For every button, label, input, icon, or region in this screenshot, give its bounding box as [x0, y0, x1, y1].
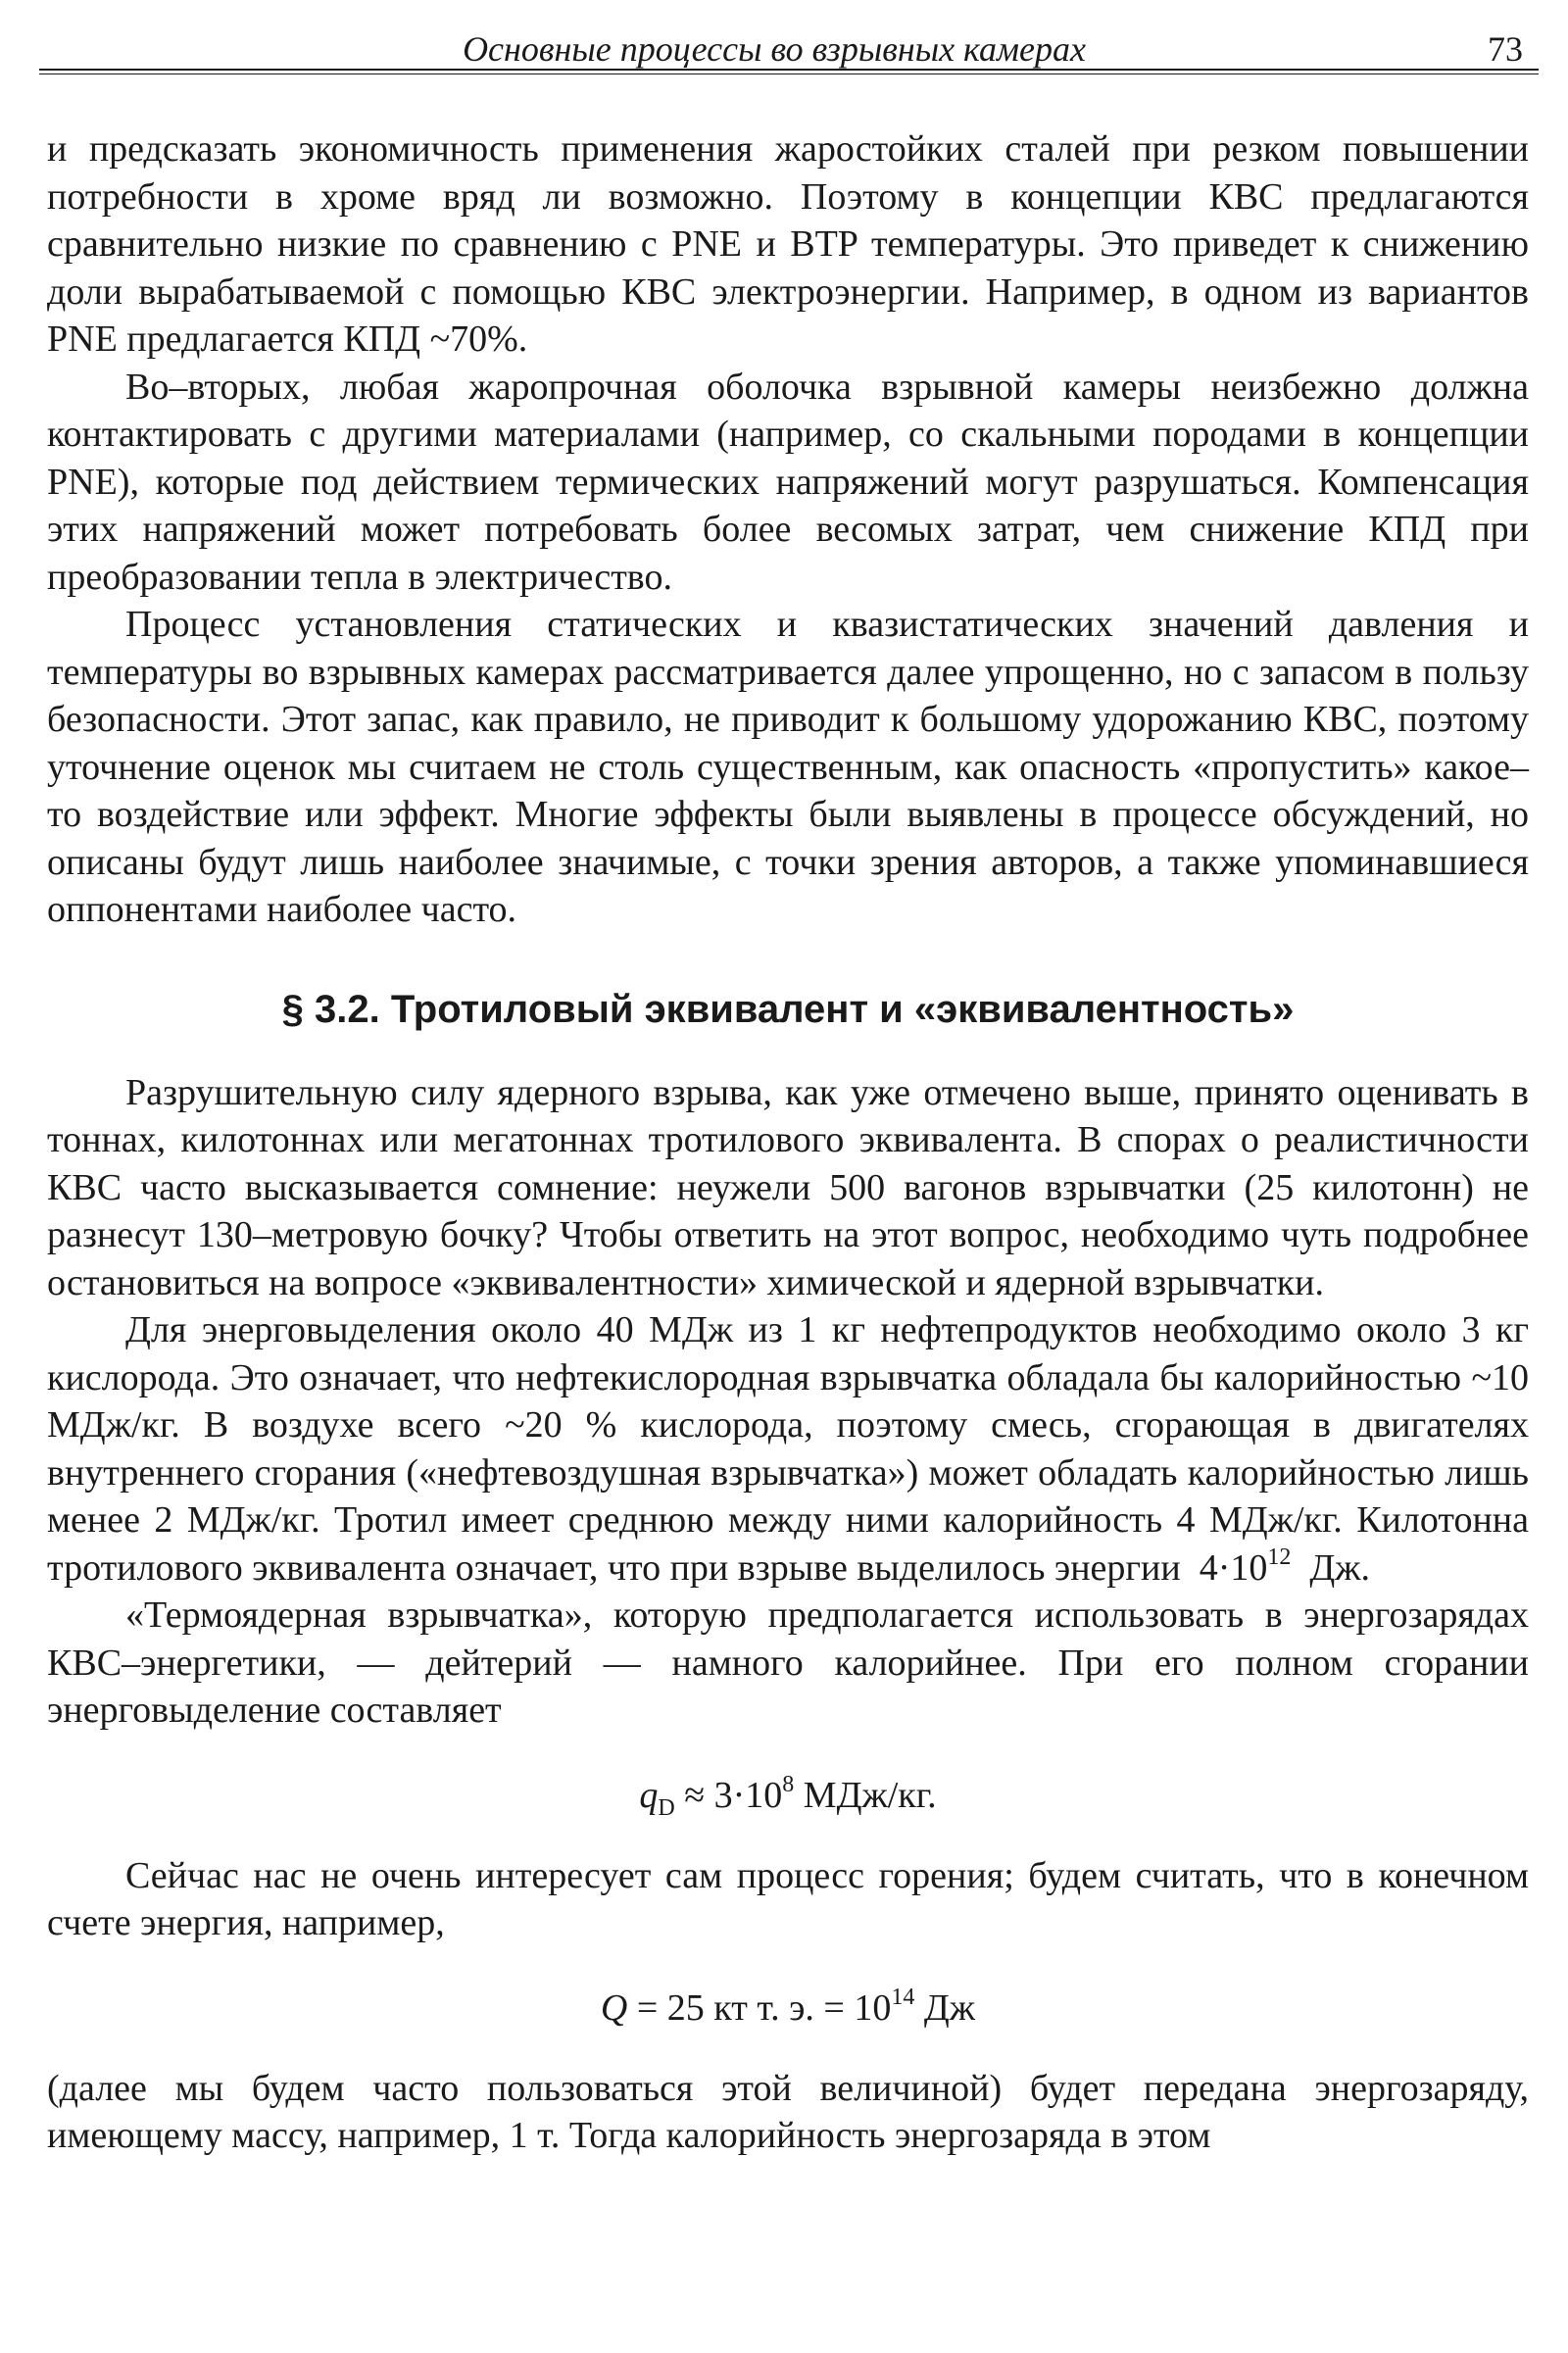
inline-formula-base: 4·10	[1199, 1546, 1268, 1589]
inline-formula	[1190, 1544, 1371, 1589]
formula-deuterium-energy	[47, 1772, 1529, 1819]
inline-formula-exponent: 12	[1267, 1544, 1292, 1570]
paragraph: и предсказать экономичность применения жаростойких сталей при резком повышении потребности в хроме вряд ли возможно. Поэтому в концепции КВС предлагаются сравнительно низкие по сравнению с PNE и BTP температуры. Это приведет к снижению доли вырабатываемой с помощью КВС электроэнергии. Например, в одном из вариантов PNE предлагается КПД ~70%.	[47, 128, 1529, 360]
inline-formula-unit: Дж.	[1309, 1546, 1371, 1589]
formula-variable: q	[639, 1774, 659, 1816]
running-title: Основные процессы во взрывных камерах	[463, 29, 1086, 69]
paragraph: Во–вторых, любая жаропрочная оболочка взрывной камеры неизбежно должна контактировать с другими материалами (например, со скальными породами в концепции PNE), которые под действием термических напряжений могут разрушаться. Компенсация этих напряжений может потребовать более весомых затрат, чем снижение КПД при преобразовании тепла в электричество.	[47, 366, 1529, 598]
formula-energy-q	[47, 1985, 1529, 2032]
formula-body: = 25 кт т. э. = 10	[627, 1986, 892, 2029]
paragraph: (далее мы будем часто пользоваться этой величиной) будет передана энергозаряду, имеющему массу, например, 1 т. Тогда калорийность энергозаряда в этом	[47, 2067, 1529, 2156]
section-heading: § 3.2. Тротиловый эквивалент и «эквивалентность»	[281, 987, 1295, 1031]
formula-body: ≈ 3·10	[674, 1774, 783, 1816]
paragraph: Сейчас нас не очень интересует сам процесс горения; будем считать, что в конечном счете энергия, например,	[47, 1854, 1529, 1943]
formula-subscript: D	[658, 1794, 675, 1821]
formula-exponent: 8	[782, 1771, 795, 1797]
formula-unit: Дж	[914, 1986, 976, 2029]
running-header	[39, 22, 1539, 71]
paragraph-text: Для энерговыделения около 40 МДж из 1 кг нефтепродуктов необходимо около 3 кг кислорода. Это означает, что нефтекислородная взрывчатка обладала бы калорийностью ~10 МДж/кг. В воздухе всего ~20 % кислорода, поэтому смесь, сгорающая в двигателях внутреннего сгорания («нефтевоздушная взрывчатка») может обладать калорийностью лишь менее 2 МДж/кг. Тротил имеет среднюю между ними калорийность 4 МДж/кг. Килотонна тротилового эквивалента означает, что при взрыве выделилось энергии	[47, 1309, 1529, 1589]
formula-variable: Q	[600, 1986, 628, 2029]
paragraph: «Термоядерная взрывчатка», которую предполагается использовать в энергозарядах КВС–энергетики, — дейтерий — намного калорийнее. При его полном сгорании энерговыделение составляет	[47, 1594, 1529, 1731]
page-content	[47, 125, 1529, 2160]
page-number: 73	[1488, 29, 1523, 69]
header-rule	[39, 69, 1539, 74]
formula-exponent: 14	[891, 1984, 915, 2010]
paragraph: Разрушительную силу ядерного взрыва, как уже отмечено выше, принято оценивать в тоннах, килотоннах или мегатоннах тротилового эквивалента. В спорах о реалистичности КВС часто высказывается сомнение: неужели 500 вагонов взрывчатки (25 килотонн) не разнесут 130–метровую бочку? Чтобы ответить на этот вопрос, необходимо чуть подробнее остановиться на вопросе «эквивалентности» химической и ядерной взрывчатки.	[47, 1071, 1529, 1303]
paragraph: Процесс установления статических и квазистатических значений давления и температуры во взрывных камерах рассматривается далее упрощенно, но с запасом в пользу безопасности. Этот запас, как правило, не приводит к большому удорожанию КВС, поэтому уточнение оценок мы считаем не столь существенным, как опасность «пропустить» какое–то воздействие или эффект. Многие эффекты были выявлены в процессе обсуждений, но описаны будут лишь наиболее значимые, с точки зрения авторов, а также упоминавшиеся оппонентами наиболее часто.	[47, 604, 1529, 930]
paragraph	[47, 1306, 1529, 1592]
formula-unit: МДж/кг.	[794, 1774, 937, 1816]
